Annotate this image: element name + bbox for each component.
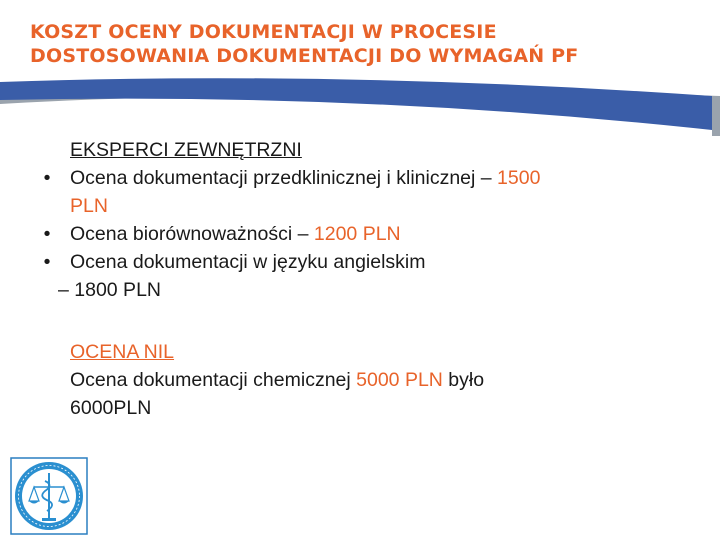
title-line-1: KOSZT OCENY DOKUMENTACJI W PROCESIE: [30, 21, 497, 43]
page-title: [30, 20, 710, 68]
bullet-icon: •: [43, 167, 51, 189]
list-item-text: Ocena biorównoważności –: [70, 223, 314, 245]
nil-previous-amount: 6000PLN: [70, 397, 152, 419]
list-item: [28, 164, 688, 220]
nil-after: było: [442, 369, 485, 391]
list-item-text: Ocena dokumentacji w języku angielskim: [70, 251, 426, 273]
list-item-amount: 1200 PLN: [313, 223, 401, 245]
bullet-icon: •: [43, 223, 51, 245]
caduceus-scales-logo: [10, 457, 88, 535]
nil-amount: 5000 PLN: [356, 369, 443, 391]
list-item: [28, 220, 688, 248]
section-heading-nil: OCENA NIL: [70, 341, 175, 363]
list-item-text: Ocena dokumentacji przedklinicznej i klinicznej –: [70, 167, 498, 189]
list-item-amount: 1500: [497, 167, 541, 189]
banner-stripe: [0, 78, 712, 130]
slide-body: [28, 136, 688, 422]
title-line-2: DOSTOSOWANIA DOKUMENTACJI DO WYMAGAŃ PF: [30, 45, 579, 67]
list-item: [28, 248, 688, 276]
list-item-continuation: – 1800 PLN: [58, 279, 161, 301]
section-heading-external-experts: EKSPERCI ZEWNĘTRZNI: [70, 139, 302, 161]
bullet-icon: •: [43, 251, 51, 273]
list-item-currency: PLN: [70, 195, 108, 217]
nil-paragraph: [28, 366, 688, 422]
nil-text: Ocena dokumentacji chemicznej: [70, 369, 357, 391]
